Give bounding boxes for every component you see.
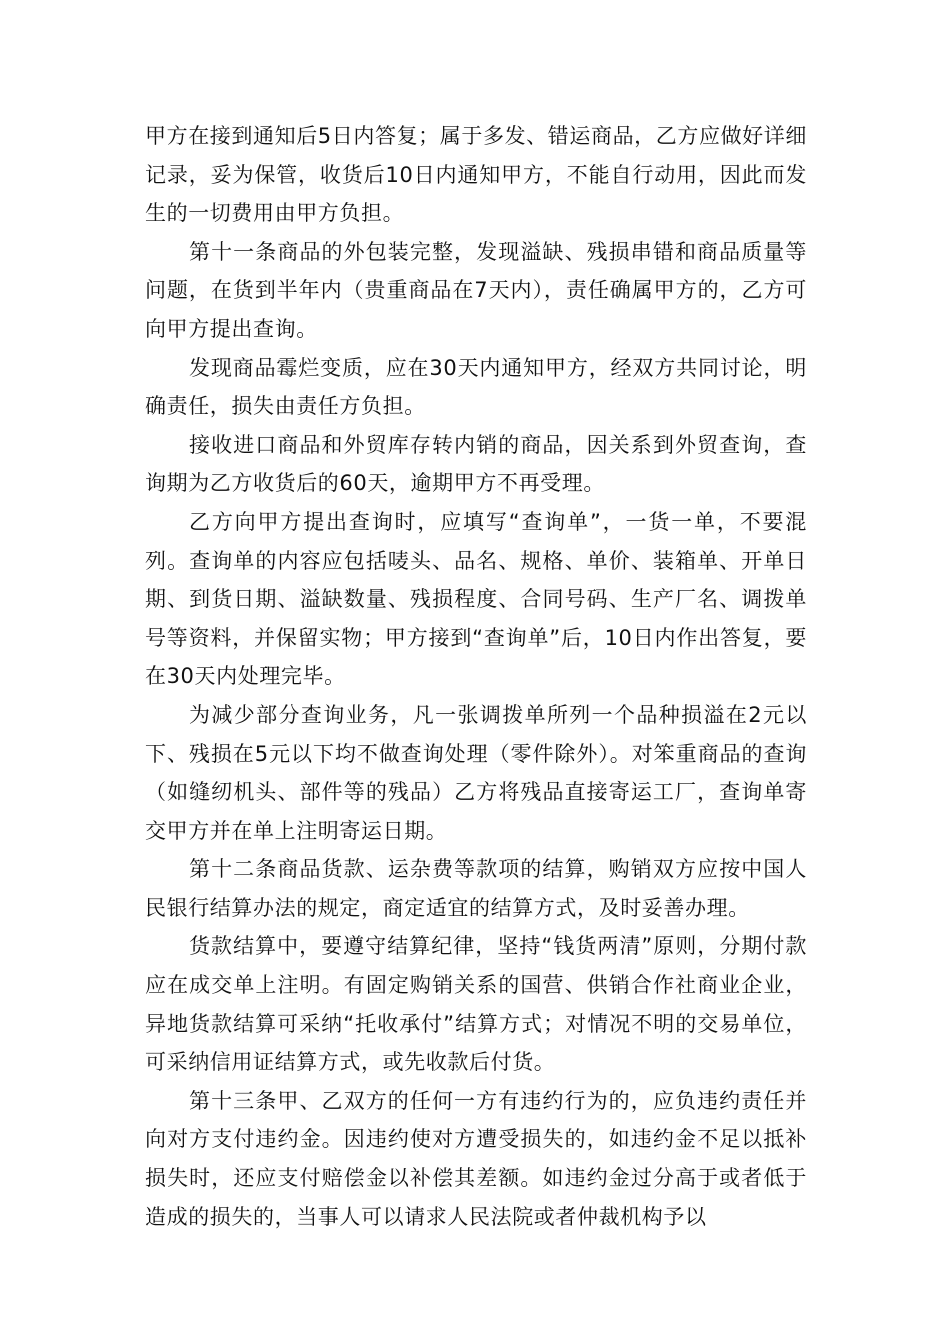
paragraph-4: 接收进口商品和外贸库存转内销的商品，因关系到外贸查询，查询期为乙方收货后的60天，逾期甲方不再受理。 — [145, 432, 807, 496]
paragraph-3: 发现商品霉烂变质，应在30天内通知甲方，经双方共同讨论，明确责任，损失由责任方负担。 — [145, 355, 807, 419]
paragraph-7: 第十二条商品货款、运杂费等款项的结算，购销双方应按中国人民银行结算办法的规定，商定适宜的结算方式，及时妥善办理。 — [145, 857, 807, 920]
paragraph-8: 货款结算中，要遵守结算纪律，坚持“钱货两清”原则，分期付款应在成交单上注明。有固定购销关系的国营、供销合作社商业企业，异地货款结算可采纳“托收承付”结算方式；对情况不明的交易单位，可采纳信用证结算方式，或先收款后付货。 — [145, 934, 807, 1075]
paragraph-2: 第十一条商品的外包装完整，发现溢缺、残损串错和商品质量等问题，在货到半年内（贵重商品在7天内），责任确属甲方的，乙方可向甲方提出查询。 — [145, 239, 807, 341]
paragraph-6: 为减少部分查询业务，凡一张调拨单所列一个品种损溢在2元以下、残损在5元以下均不做查询处理（零件除外）。对笨重商品的查询（如缝纫机头、部件等的残品）乙方将残品直接寄运工厂，查询单寄交甲方并在单上注明寄运日期。 — [145, 702, 807, 843]
paragraph-5: 乙方向甲方提出查询时，应填写“查询单”，一货一单，不要混列。查询单的内容应包括唛头、品名、规格、单价、装箱单、开单日期、到货日期、溢缺数量、残损程度、合同号码、生产厂名、调拨单号等资料，并保留实物；甲方接到“查询单”后，10日内作出答复，要在30天内处理完毕。 — [145, 509, 807, 689]
document-body — [145, 117, 807, 1236]
paragraph-9: 第十三条甲、乙双方的任何一方有违约行为的，应负违约责任并向对方支付违约金。因违约使对方遭受损失的，如违约金不足以抵补损失时，还应支付赔偿金以补偿其差额。如违约金过分高于或者低于造成的损失的，当事人可以请求人民法院或者仲裁机构予以 — [145, 1088, 807, 1229]
paragraph-1: 甲方在接到通知后5日内答复；属于多发、错运商品，乙方应做好详细记录，妥为保管，收货后10日内通知甲方，不能自行动用，因此而发生的一切费用由甲方负担。 — [145, 124, 807, 226]
